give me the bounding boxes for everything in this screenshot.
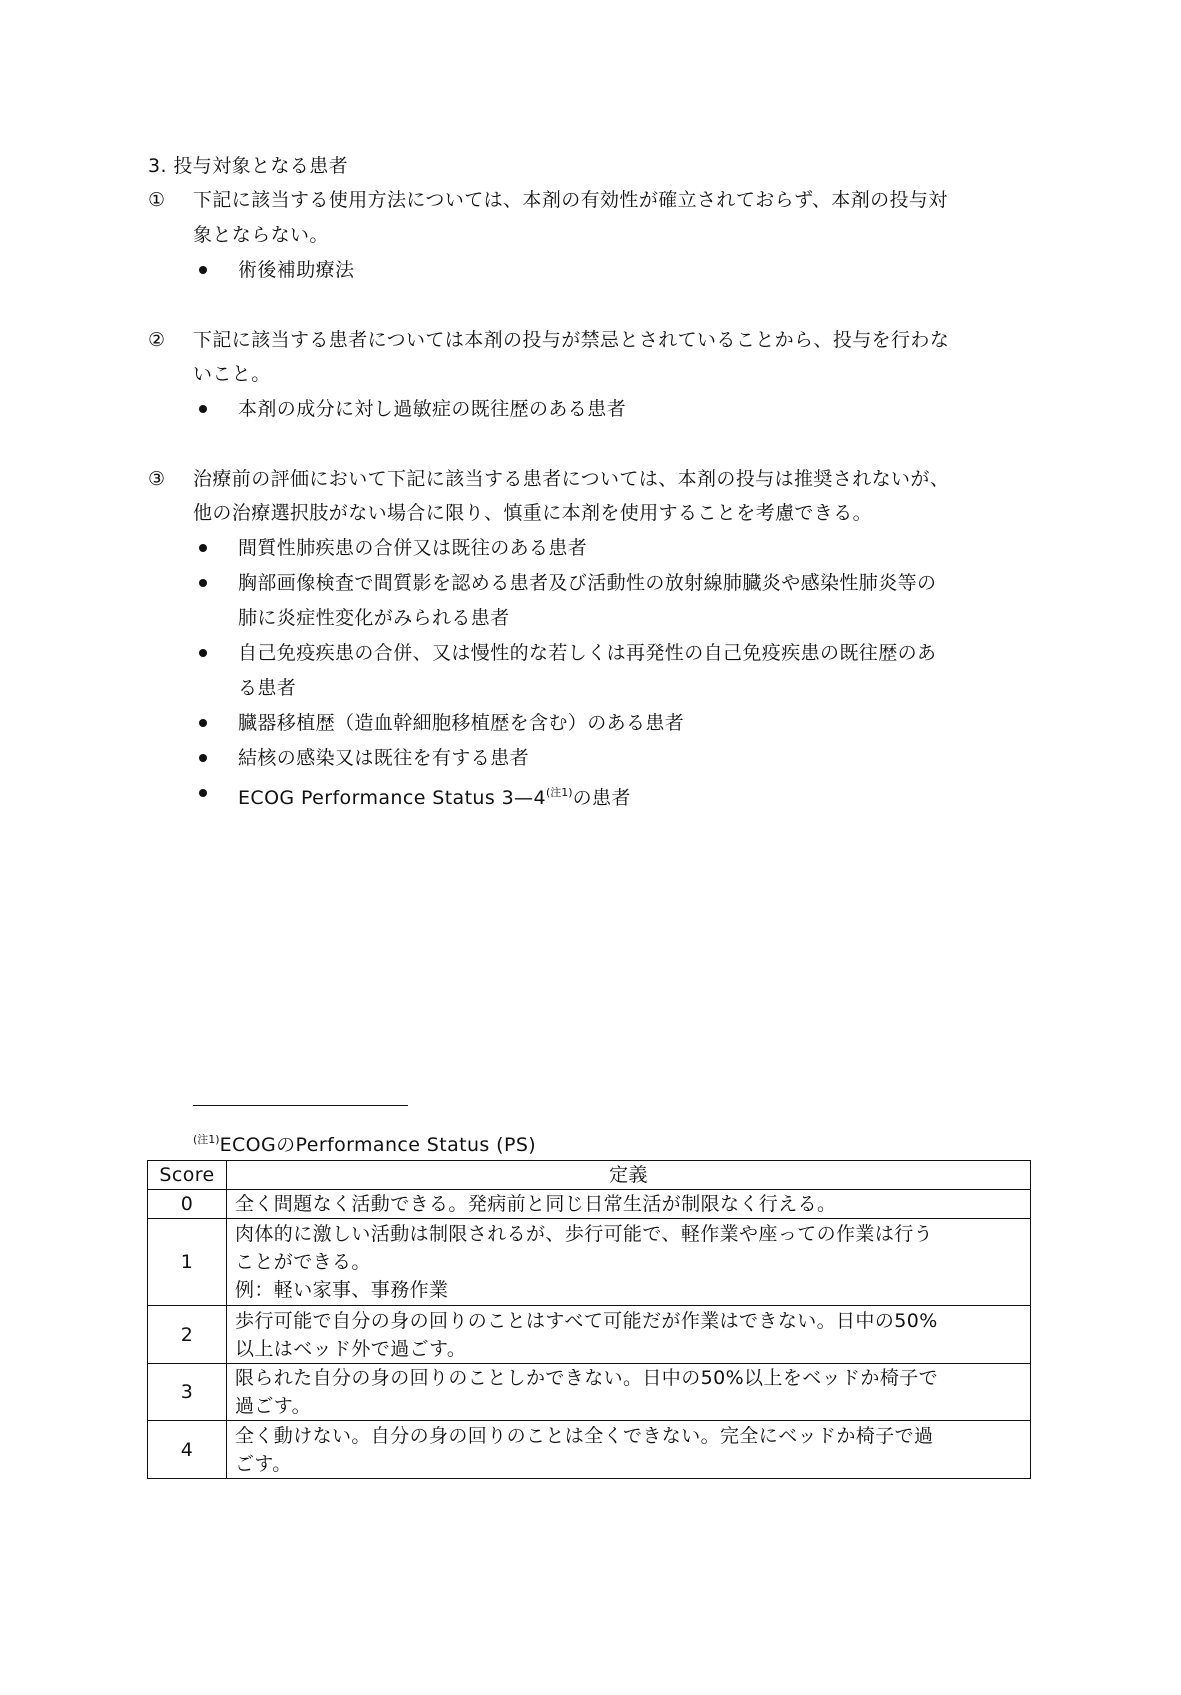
item-1-bullet-1: 術後補助療法: [238, 259, 355, 281]
section-title: 投与対象となる患者: [173, 155, 348, 177]
definition-line: 肉体的に激しい活動は制限されるが、歩行可能で、軽作業や座っての作業は行う: [235, 1223, 934, 1245]
definition-line: ことができる。: [235, 1251, 371, 1273]
definition-cell: [227, 1190, 1031, 1219]
item-3-bullet-1: 間質性肺疾患の合併又は既往のある患者: [238, 537, 588, 559]
table-row: [148, 1306, 1031, 1364]
score-cell: 3: [148, 1364, 227, 1421]
bullet-icon: [199, 579, 207, 587]
item-2-bullet-1: 本剤の成分に対し過敏症の既往歴のある患者: [238, 398, 627, 420]
footnote-text: ECOGのPerformance Status (PS): [219, 1134, 537, 1156]
section-heading: [148, 154, 348, 178]
score-cell: 2: [148, 1306, 227, 1364]
item-3-line-1: 治療前の評価において下記に該当する患者については、本剤の投与は推奨されないが、: [193, 468, 950, 490]
item-1-line-2: 象とならない。: [193, 224, 329, 246]
item-3-bullet-5: 結核の感染又は既往を有する患者: [238, 747, 530, 769]
table-row: [148, 1421, 1031, 1479]
item-3-line-2: 他の治療選択肢がない場合に限り、慎重に本剤を使用することを考慮できる。: [193, 502, 873, 524]
ps-table: [147, 1160, 1031, 1479]
footnote-title: [193, 1128, 536, 1157]
item-marker-3: ③: [148, 468, 166, 490]
definition-cell: [227, 1219, 1031, 1306]
definition-line: 歩行可能で自分の身の回りのことはすべて可能だが作業はできない。日中の50%: [235, 1309, 938, 1332]
definition-cell: [227, 1306, 1031, 1364]
ecog-text: ECOG Performance Status 3—4: [238, 787, 546, 809]
definition-line: 限られた自分の身の回りのことしかできない。日中の50%以上をベッドか椅子で: [235, 1367, 939, 1389]
bullet-icon: [199, 544, 207, 552]
table-row: [148, 1219, 1031, 1306]
item-3-bullet-3-line-1: 自己免疫疾患の合併、又は慢性的な若しくは再発性の自己免疫疾患の既往歴のあ: [238, 642, 937, 664]
bullet-icon: [199, 789, 207, 797]
ecog-suffix: の患者: [572, 787, 631, 809]
item-marker-1: ①: [148, 189, 166, 211]
item-1-line-1: 下記に該当する使用方法については、本剤の有効性が確立されておらず、本剤の投与対: [193, 189, 948, 211]
bullet-icon: [199, 266, 207, 274]
item-marker-2: ②: [148, 329, 166, 351]
definition-line: 全く動けない。自分の身の回りのことは全くできない。完全にベッドか椅子で過: [235, 1424, 934, 1447]
bullet-icon: [199, 405, 207, 413]
footnote-divider: [193, 1105, 408, 1106]
footnote-ref: (注1): [546, 786, 573, 799]
definition-cell: [227, 1364, 1031, 1421]
item-3-bullet-3-line-2: る患者: [238, 677, 297, 699]
item-2-line-2: いこと。: [193, 363, 271, 385]
score-cell: 4: [148, 1421, 227, 1479]
section-number: 3.: [148, 155, 167, 177]
definition-line: 以上はベッド外で過ごす。: [235, 1337, 467, 1360]
table-row: [148, 1190, 1031, 1219]
item-2-line-1: 下記に該当する患者については本剤の投与が禁忌とされていることから、投与を行わな: [193, 329, 950, 351]
score-cell: 0: [148, 1190, 227, 1219]
header-score: Score: [148, 1161, 227, 1190]
footnote-marker: (注1): [193, 1133, 220, 1146]
item-3-bullet-4: 臓器移植歴（造血幹細胞移植歴を含む）のある患者: [238, 712, 685, 734]
table-header-row: [148, 1161, 1031, 1190]
item-3-bullet-6: [238, 781, 631, 810]
definition-line: 過ごす。: [235, 1395, 312, 1417]
header-definition: 定義: [227, 1161, 1031, 1190]
score-cell: 1: [148, 1219, 227, 1306]
item-3-bullet-2-line-2: 肺に炎症性変化がみられる患者: [238, 607, 510, 629]
definition-cell: [227, 1421, 1031, 1479]
definition-line: ごす。: [235, 1452, 292, 1475]
definition-line: 例：軽い家事、事務作業: [235, 1279, 449, 1301]
bullet-icon: [199, 754, 207, 762]
bullet-icon: [199, 719, 207, 727]
item-3-bullet-2-line-1: 胸部画像検査で間質影を認める患者及び活動性の放射線肺臓炎や感染性肺炎等の: [238, 572, 937, 594]
definition-line: 全く問題なく活動できる。発病前と同じ日常生活が制限なく行える。: [235, 1193, 837, 1215]
table-row: [148, 1364, 1031, 1421]
bullet-icon: [199, 649, 207, 657]
